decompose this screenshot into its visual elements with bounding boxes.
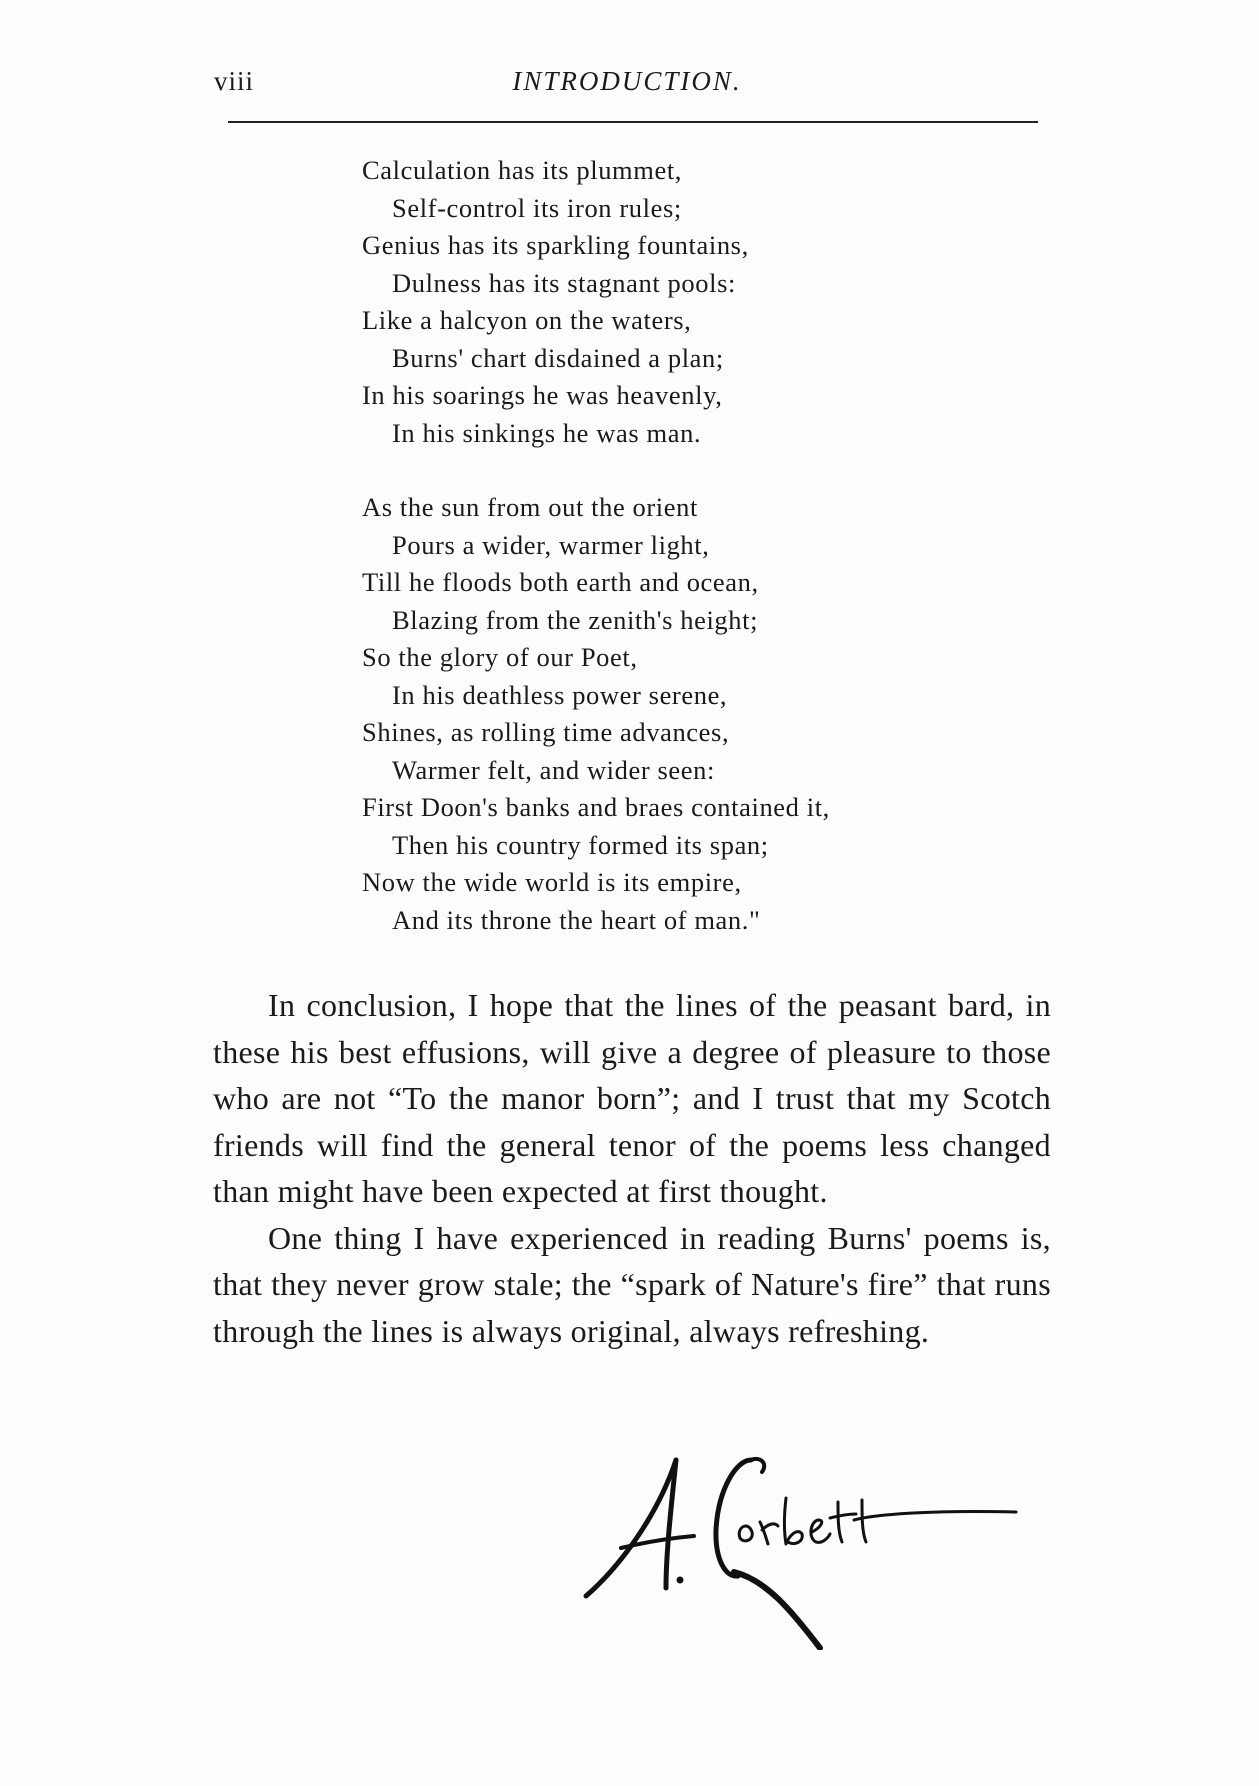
poem-line: In his sinkings he was man. bbox=[392, 417, 702, 448]
poem-line: Warmer felt, and wider seen: bbox=[392, 754, 715, 785]
running-title: INTRODUCTION. bbox=[512, 66, 742, 96]
handwritten-signature bbox=[576, 1420, 1046, 1650]
poem-line: Then his country formed its span; bbox=[392, 829, 769, 860]
poem-line: Dulness has its stagnant pools: bbox=[392, 267, 736, 298]
poem-line: Genius has its sparkling fountains, bbox=[362, 230, 749, 260]
poem-line: Till he floods both earth and ocean, bbox=[362, 567, 759, 597]
signature-graphic bbox=[576, 1420, 1046, 1650]
header-rule bbox=[228, 121, 1038, 123]
poem-line: Like a halcyon on the waters, bbox=[362, 305, 692, 335]
poem-line: So the glory of our Poet, bbox=[362, 642, 638, 672]
stanza-1 bbox=[362, 152, 1062, 452]
poem-line: Burns' chart disdained a plan; bbox=[392, 342, 724, 373]
poem-line: First Doon's banks and braes contained it, bbox=[362, 792, 830, 822]
poem-line: In his deathless power serene, bbox=[392, 679, 728, 710]
poem-quotation bbox=[362, 152, 1062, 939]
poem-line: Shines, as rolling time advances, bbox=[362, 717, 730, 747]
poem-line: Pours a wider, warmer light, bbox=[392, 529, 710, 560]
stanza-2 bbox=[362, 489, 1062, 939]
poem-line: As the sun from out the orient bbox=[362, 492, 698, 522]
poem-line: In his soarings he was heavenly, bbox=[362, 380, 723, 410]
poem-line: Blazing from the zenith's height; bbox=[392, 604, 759, 635]
paragraph: One thing I have experienced in reading Burns' poems is, that they never grow stale; the “spark of Nature's fire” that runs through the lines is always original, always refreshing. bbox=[213, 1219, 1051, 1349]
page-number: viii bbox=[214, 66, 255, 96]
poem-line: And its throne the heart of man." bbox=[392, 904, 761, 935]
paragraph: In conclusion, I hope that the lines of the peasant bard, in these his best effusions, will give a degree of pleasure to those who are not “To the manor born”; and I trust that my Scotch friends will find the general tenor of the poems less changed than might have been expected at first thought. bbox=[213, 987, 1051, 1209]
running-head bbox=[214, 66, 1040, 110]
poem-line: Self-control its iron rules; bbox=[392, 192, 682, 223]
body-text bbox=[213, 982, 1051, 1354]
poem-line: Calculation has its plummet, bbox=[362, 155, 683, 185]
poem-line: Now the wide world is its empire, bbox=[362, 867, 742, 897]
